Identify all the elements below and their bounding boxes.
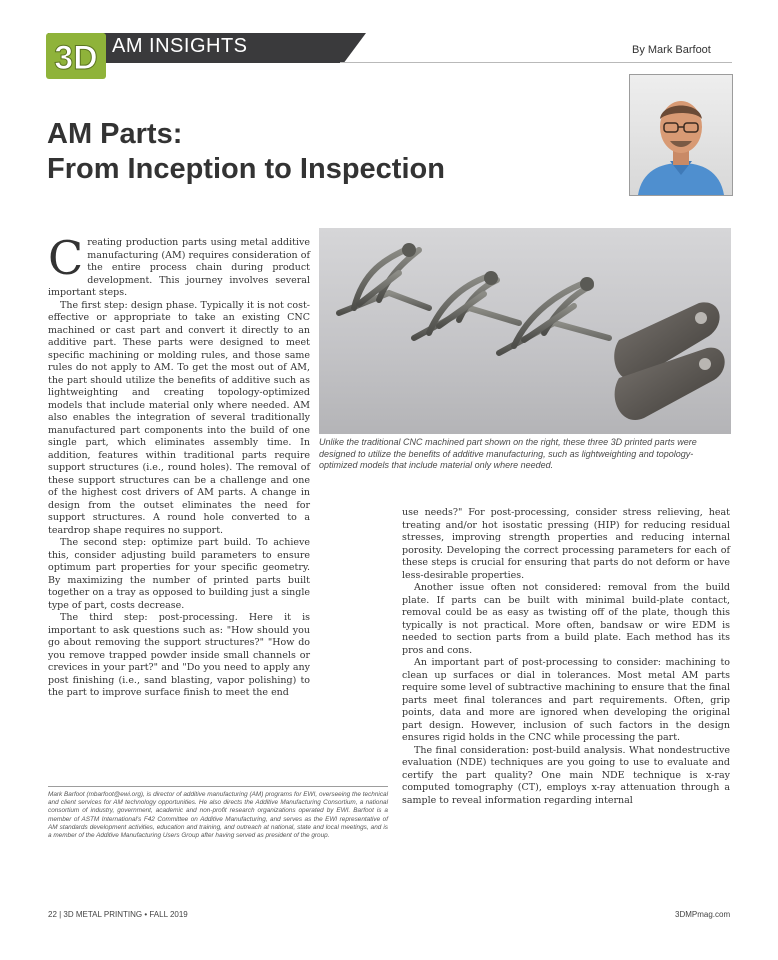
author-bio: Mark Barfoot (mbarfoot@ewi.org), is director of additive manufacturing (AM) programs for EWI, overseeing the technical and client services for AM technology opportunities. He also directs the Additive Manufacturing Consortium, a national consortium of industry, government, academic and non-profit research organizations operated by EWI. Barfoot is a member of ASTM International's F42 Committee on Additive Manufacturing, and serves as the EWI representative of AM standards development activities, education and training, and outreach at national, state and local meetings, and is a member of the Additive Manufacturing Users Group after having served as president of the group.: [48, 791, 388, 840]
photo-caption: Unlike the traditional CNC machined part shown on the right, these three 3D printed parts were designed to utilize the benefits of additive manufacturing, such as lightweighting and topology-optimized models that include material only where needed.: [319, 437, 697, 471]
section-title: AM INSIGHTS: [112, 35, 248, 57]
body-column-2: [402, 507, 730, 807]
logo-text: 3D: [54, 39, 98, 77]
website-link[interactable]: 3DMPmag.com: [675, 910, 731, 919]
3d-logo-icon: [46, 33, 106, 79]
drop-cap: C: [48, 231, 84, 285]
body-column-1: [48, 231, 310, 700]
bio-rule: [48, 786, 388, 787]
paragraph: The final consideration: post-build analysis. What nondestructive evaluation (NDE) techniques are you going to use to evaluate and certify the part quality? One main NDE technique is x-ray computed tomography (CT), employs x-ray attenuation through a sample to reveal information regarding internal: [402, 744, 730, 806]
header-rule: [340, 62, 732, 63]
paragraph: reating production parts using metal additive manufacturing (AM) requires consideration of the entire process chain during product development. This journey involves several important steps.: [48, 237, 310, 298]
author-photo: [629, 74, 733, 196]
paragraph: The first step: design phase. Typically it is not cost-effective or appropriate to take an existing CNC machined or cast part and convert it directly to an additive part. These parts were designed to meet specific machining or molding rules, and those same rules do not apply to AM. To get the most out of AM, the part should utilize the benefits of additive such as lightweighting and creating topology-optimized models that include material only where needed. AM also enables the integration of several traditionally manufactured part components into the build of one single part, which eliminates assembly time. In addition, features within traditional parts require support structures (i.e., round holes). The removal of these support structures can be a challenge and one of the highest cost drivers of AM parts. A change in design from the outset eliminates the need for support structures. A round hole converted to a teardrop shape requires no support.: [48, 299, 310, 536]
paragraph: The second step: optimize part build. To achieve this, consider adjusting build parameters to ensure optimum part properties for your specific geometry. By maximizing the number of printed parts built together on a tray as opposed to building just a single type of part, costs decrease.: [48, 537, 310, 611]
paragraph: Another issue often not considered: removal from the build plate. If parts can be built with minimal build-plate contact, removal could be as easy as twisting off of the plate, though this typically is not practical. More often, bandsaw or wire EDM is needed to section parts from a build plate. Each method has its pros and cons.: [402, 582, 730, 656]
paragraph: use needs?" For post-processing, consider stress relieving, heat treating and/or hot isostatic pressing (HIP) for reducing residual stresses, improving strength properties and reducing internal porosity. Developing the correct processing parameters for each of these steps is crucial for ensuring that parts do not deform or have less-desirable properties.: [402, 507, 730, 581]
printed-parts-photo: [319, 228, 731, 434]
article-title: [47, 117, 607, 187]
title-line-1: AM Parts:: [47, 118, 183, 150]
folio: 22 | 3D METAL PRINTING • FALL 2019: [48, 910, 188, 919]
paragraph: The third step: post-processing. Here it is important to ask questions such as: "How should you go about removing the support structures?" "How do you remove trapped powder inside small channels or crevices in your part?" and "Do you need to apply any post finishing (i.e., sand blasting, vapor polishing) to the part to improve surface finish to meet the end: [48, 612, 310, 698]
title-line-2: From Inception to Inspection: [47, 153, 445, 185]
author-byline: By Mark Barfoot: [632, 44, 711, 56]
paragraph: An important part of post-processing to consider: machining to clean up surfaces or dial in tolerances. Most metal AM parts require some level of subtractive machining to ensure that the final parts meet final tolerances and part requirements. Often, grip points, data and more are ignored when developing the original part design. However, inclusion of such factors in the design ensures rigid holds in the CNC while processing the part.: [402, 657, 730, 743]
